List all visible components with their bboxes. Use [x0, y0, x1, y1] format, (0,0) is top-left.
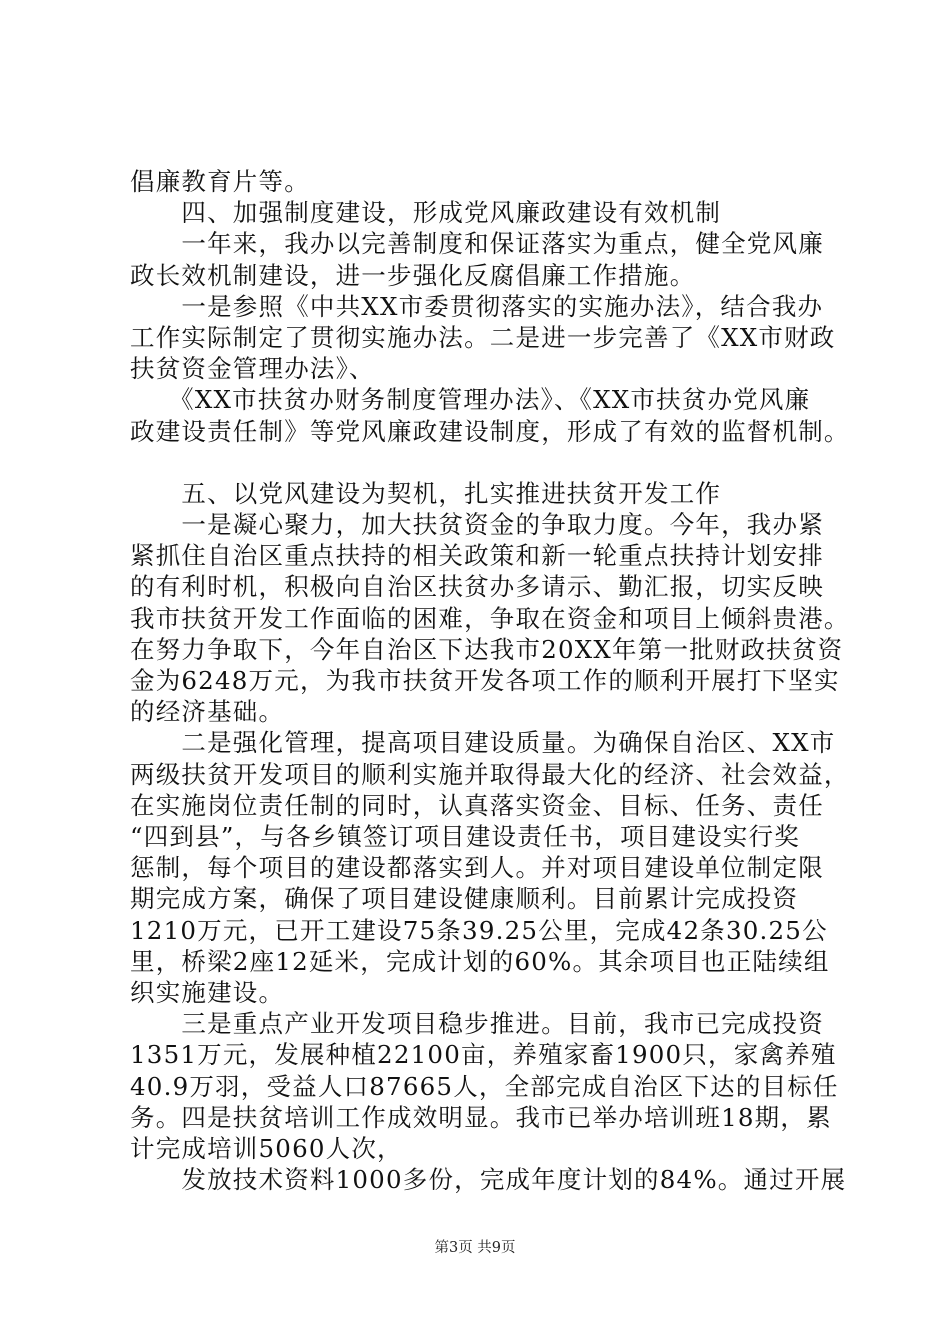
text-line: 扶贫资金管理办法》、	[130, 354, 375, 384]
text-line: 惩制，每个项目的建设都落实到人。并对项目建设单位制定限	[130, 853, 824, 883]
text-line: 在实施岗位责任制的同时，认真落实资金、目标、任务、责任	[130, 790, 824, 820]
text-line: 在努力争取下，今年自治区下达我市20XX年第一批财政扶贫资	[130, 634, 844, 664]
text-line: 1351万元，发展种植22100亩，养殖家畜1900只，家禽养殖	[130, 1040, 837, 1070]
text-line: 倡廉教育片等。	[130, 167, 310, 196]
text-line: 40.9万羽，受益人口87665人，全部完成自治区下达的目标任	[130, 1071, 839, 1101]
page-number-footer: 第3页 共9页	[434, 1240, 516, 1256]
text-line: 发放技术资料1000多份，完成年度计划的84%。通过开展	[130, 1165, 847, 1195]
text-line: 一年来，我办以完善制度和保证落实为重点，健全党风廉	[130, 229, 824, 259]
section-heading-4: 四、加强制度建设，形成党风廉政建设有效机制	[130, 198, 722, 228]
text-line: 金为6248万元，为我市扶贫开发各项工作的顺利开展打下坚实	[130, 666, 840, 696]
text-line: 务。四是扶贫培训工作成效明显。我市已举办培训班18期，累	[130, 1102, 832, 1132]
text-line: 政建设责任制》等党风廉政建设制度，形成了有效的监督机制。	[130, 416, 850, 446]
text-line: 的有利时机，积极向自治区扶贫办多请示、勤汇报，切实反映	[130, 572, 824, 602]
text-line: 三是重点产业开发项目稳步推进。目前，我市已完成投资	[130, 1009, 824, 1039]
text-line: 工作实际制定了贯彻实施办法。二是进一步完善了《XX市财政	[130, 323, 836, 353]
text-line: 紧抓住自治区重点扶持的相关政策和新一轮重点扶持计划安排	[130, 541, 824, 571]
text-line: 《XX市扶贫办财务制度管理办法》、《XX市扶贫办党风廉	[130, 385, 811, 415]
text-line: 计完成培训5060人次，	[130, 1134, 403, 1164]
text-line: 两级扶贫开发项目的顺利实施并取得最大化的经济、社会效益，	[130, 759, 850, 789]
text-line: 政长效机制建设，进一步强化反腐倡廉工作措施。	[130, 260, 696, 290]
document-body	[130, 166, 850, 1196]
text-line: “四到县”，与各乡镇签订项目建设责任书，项目建设实行奖	[130, 822, 800, 852]
text-line: 1210万元，已开工建设75条39.25公里，完成42条30.25公	[130, 915, 828, 945]
paragraph-gap	[130, 447, 830, 478]
text-line: 里，桥梁2座12延米，完成计划的60%。其余项目也正陆续组	[130, 946, 830, 976]
section-heading-5: 五、以党风建设为契机，扎实推进扶贫开发工作	[130, 478, 722, 508]
text-line: 期完成方案，确保了项目建设健康顺利。目前累计完成投资	[130, 884, 799, 914]
text-line: 一是凝心聚力，加大扶贫资金的争取力度。今年，我办紧	[130, 510, 824, 540]
text-line: 织实施建设。	[130, 978, 285, 1008]
text-line: 一是参照《中共XX市委贯彻落实的实施办法》，结合我办	[130, 291, 824, 321]
text-line: 我市扶贫开发工作面临的困难，争取在资金和项目上倾斜贵港。	[130, 603, 850, 633]
text-line: 的经济基础。	[130, 697, 285, 727]
text-line: 二是强化管理，提高项目建设质量。为确保自治区、XX市	[130, 728, 836, 758]
